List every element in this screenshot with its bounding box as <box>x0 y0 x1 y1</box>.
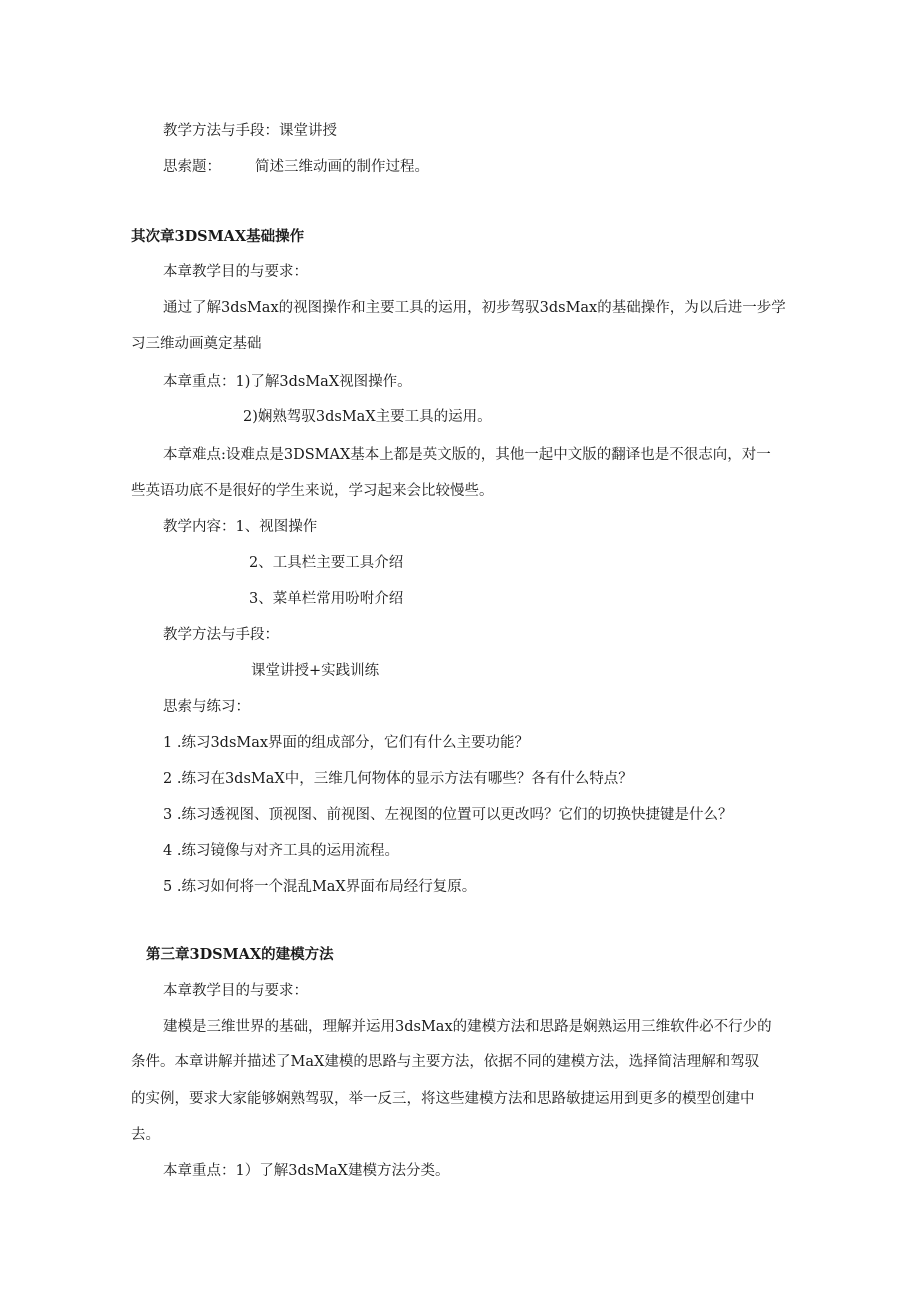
ch2-goal-line2: 习三维动画奠定基础 <box>131 336 262 352</box>
exercise-item: 2 .练习在3dsMaX中，三维几何物体的显示方法有哪些？各有什么特点？ <box>163 771 633 787</box>
ch3-goal-line: 条件。本章讲解并描述了MaX建模的思路与主要方法，依据不同的建模方法，选择简洁理解和驾驭 <box>131 1054 760 1070</box>
ch2-method-text: 课堂讲授+实践训练 <box>251 663 380 679</box>
ch3-goal-line: 的实例，要求大家能够娴熟驾驭，举一反三，将这些建模方法和思路敏捷运用到更多的模型创建中 <box>131 1091 755 1107</box>
chapter-3-title: 第三章3DSMAX的建模方法 <box>146 946 334 963</box>
chapter-2-title: 其次章3DSMAX基础操作 <box>131 228 305 245</box>
ch3-goal-line: 建模是三维世界的基础，理解并运用3dsMax的建模方法和思路是娴熟运用三维软件必不行少的 <box>163 1019 772 1035</box>
exercise-item: 5 .练习如何将一个混乱MaX界面布局经行复原。 <box>163 879 477 895</box>
teaching-method: 教学方法与手段：课堂讲授 <box>163 123 337 139</box>
ch2-content-2: 2、工具栏主要工具介绍 <box>249 555 404 571</box>
ch2-key-point-2: 2)娴熟驾驭3dsMaX主要工具的运用。 <box>243 409 492 425</box>
ch2-goal-label: 本章教学目的与要求： <box>163 264 308 280</box>
ch2-exercise-label: 思索与练习： <box>163 699 250 715</box>
ch3-goal-label: 本章教学目的与要求： <box>163 983 308 999</box>
ch2-difficulty-line1: 本章难点:设难点是3DSMAX基本上都是英文版的，其他一起中文版的翻译也是不很志向，对一 <box>163 447 771 463</box>
exercise-item: 1 .练习3dsMax界面的组成部分，它们有什么主要功能？ <box>163 735 530 751</box>
think-label: 思索题： <box>163 159 221 175</box>
ch2-goal-line1: 通过了解3dsMax的视图操作和主要工具的运用，初步驾驭3dsMax的基础操作，为以后进一步学 <box>163 300 786 316</box>
ch2-key-point-1: 本章重点：1)了解3dsMaX视图操作。 <box>163 374 412 390</box>
think-text: 简述三维动画的制作过程。 <box>255 159 429 175</box>
ch3-goal-line: 去。 <box>131 1127 160 1143</box>
exercise-item: 4 .练习镜像与对齐工具的运用流程。 <box>163 843 399 859</box>
ch3-key-point-1: 本章重点：1）了解3dsMaX建模方法分类。 <box>163 1163 450 1179</box>
ch2-content-3: 3、菜单栏常用吩咐介绍 <box>249 591 404 607</box>
exercise-item: 3 .练习透视图、顶视图、前视图、左视图的位置可以更改吗？它们的切换快捷键是什么？ <box>163 807 733 823</box>
ch2-method-label: 教学方法与手段： <box>163 627 279 643</box>
ch2-difficulty-line2: 些英语功底不是很好的学生来说，学习起来会比较慢些。 <box>131 483 494 499</box>
ch2-content-1: 教学内容：1、视图操作 <box>163 519 318 535</box>
